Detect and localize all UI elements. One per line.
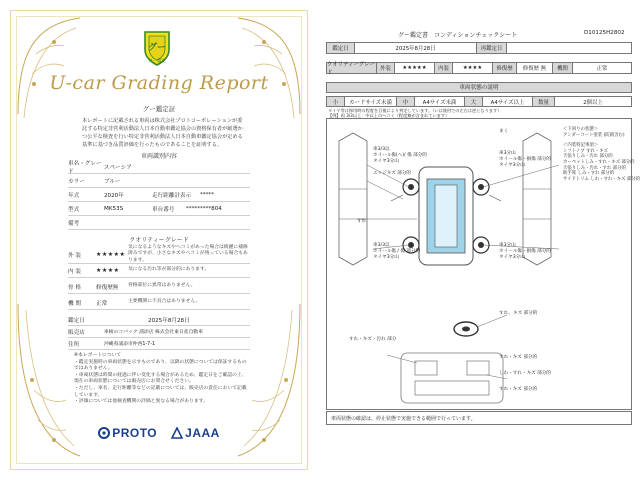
- right-note: ＜内装特記事項＞: [563, 143, 599, 149]
- condition-band: 車両状態の説明: [326, 82, 632, 93]
- right-note: 助手席 しみ・すれ 部分的: [563, 171, 615, 177]
- interior-grade-row: [68, 264, 250, 278]
- size-large-label: 大: [465, 97, 483, 106]
- sheet-ext-value: ★★★★★: [395, 63, 435, 73]
- appraisal-date-grid: [326, 42, 632, 54]
- vehicle-color-row: [68, 174, 250, 188]
- right-notes-column: [563, 127, 640, 182]
- damage-size-legend: [326, 96, 632, 107]
- vehicle-model-label: 型式: [68, 206, 80, 213]
- appraisal-date-row: [68, 314, 250, 326]
- vehicle-diagram-panel: [326, 118, 640, 410]
- label-rear-left-tire-tread: 車3/3以: [373, 243, 390, 248]
- jaaa-mark-icon: [171, 427, 183, 439]
- jaaa-logo-text: JAAA: [185, 426, 220, 440]
- label-left-rub: すれ: [357, 219, 367, 224]
- note-item: ・ただし、車名、走行距離等などの記載については、販売店の責任において記載しています。: [74, 385, 247, 398]
- legend-line-1: タイヤ等は採用時の程度を目視により判定しています。（いは使用での左右は逆となります）: [328, 108, 502, 113]
- quality-grade-grid: [326, 62, 632, 74]
- appraisal-date-label: 鑑定日: [68, 317, 85, 324]
- size-medium-label: 中: [397, 97, 415, 106]
- size-large-desc: A4サイズ以上: [483, 97, 533, 106]
- certificate-subtitle: グー鑑定証: [142, 105, 176, 113]
- label-front-left-tire: タイヤ3分山: [373, 159, 399, 164]
- label-front-right-tire-tread: 車3分山: [499, 151, 516, 156]
- label-rear-left-tire: タイヤ3分山: [373, 255, 399, 260]
- quantity-desc: 2個以上: [583, 99, 603, 106]
- sheet-repair-value: 修復歴 無: [517, 63, 553, 73]
- certificate-title: U-car Grading Report: [49, 72, 269, 94]
- engine-value: 正常: [96, 300, 108, 307]
- certificate-notes: [74, 353, 249, 406]
- vehicle-section-heading: 車両識別内容: [140, 153, 177, 160]
- sheet-int-value: ★★★★: [453, 63, 493, 73]
- vehicle-model-row: [68, 202, 250, 216]
- jaaa-logo: [171, 426, 220, 440]
- store-label: 販売店: [68, 329, 85, 336]
- vehicle-year-row: [68, 188, 250, 202]
- vehicle-year-value: 2020年: [104, 192, 124, 199]
- store-value: 車検のコバック 浦添店 株式会社東日産自動車: [104, 330, 203, 335]
- vehicle-year-label: 年式: [68, 192, 80, 199]
- label-front-seat-dirt: すれ・キズ・汚れ 部分: [349, 337, 397, 342]
- frame-label: 骨 格: [68, 284, 81, 291]
- grading-certificate: [0, 0, 318, 480]
- interior-stars: ★★★★: [96, 267, 120, 274]
- notes-title: ※本レポートについて: [74, 353, 122, 358]
- right-note: 天張りしみ・汚れ・すれ 部分的: [563, 165, 626, 171]
- legend-line-2: 【例】両 3/3以上：中以上のヘコミ（程度無が含まれています）: [328, 113, 450, 118]
- label-front-top: まく: [499, 129, 509, 134]
- engine-label: 機 関: [68, 300, 81, 307]
- sheet-repair-label: 修復歴: [493, 63, 517, 73]
- sheet-ext-label: 外装: [377, 63, 395, 73]
- right-note: ＜下回りの状態＞: [563, 127, 599, 132]
- vehicle-remarks-row: [68, 216, 250, 230]
- appraisal-date-value: 2025年8月28日: [148, 317, 190, 324]
- label-rear-right-tire: タイヤ3分山: [499, 255, 525, 260]
- sheet-date-value: 2025年8月28日: [355, 43, 477, 53]
- size-small-label: 小: [327, 97, 345, 106]
- address-row: [68, 338, 250, 350]
- svg-text:グー: グー: [147, 43, 167, 53]
- right-note: 天張りしみ・汚れ 部分的: [563, 154, 613, 160]
- right-note: アンダーコート塗装 (防錆含む): [563, 132, 625, 138]
- vehicle-model-value: MK53S: [104, 205, 124, 212]
- label-dash-scratch: すれ、キズ 部分的: [499, 311, 538, 316]
- vehicle-mileage-label: 走行距離計表示: [152, 192, 192, 199]
- right-note: シフトノブ すれ・キズ: [563, 148, 608, 154]
- exterior-note: 気になるようなキズやヘコミがあった場合は綺麗に補修済みですが、小さなキズやヘコミが残っている場合もあります。: [128, 244, 248, 263]
- exterior-stars: ★★★★★: [96, 251, 126, 258]
- exterior-grade-row: [68, 246, 250, 264]
- frame-grade-row: [68, 280, 250, 294]
- proto-mark-icon: [98, 427, 110, 439]
- sheet-int-label: 内装: [435, 63, 453, 73]
- label-front-right-wheel: ホイール傷・損傷 部分的: [499, 157, 551, 162]
- quantity-label: 数量: [533, 97, 555, 106]
- exterior-label: 外 装: [68, 252, 81, 259]
- condition-check-sheet: [318, 0, 640, 480]
- vehicle-name-value: スペーシア: [104, 164, 132, 171]
- interior-label: 内 装: [68, 268, 81, 275]
- vehicle-mileage-value: *****: [200, 191, 214, 198]
- label-front-left-tire-tread: 車3/3以: [373, 147, 390, 152]
- sheet-reissue-value: [507, 43, 631, 53]
- engine-note: 主要機関に不具合はありません。: [128, 299, 201, 305]
- sheet-engine-value: 正常: [596, 66, 608, 72]
- label-rear-right-tire-tread: 車3分山: [499, 243, 516, 248]
- sheet-footer: 車両状態の確認は、停止状態で実施できる範囲で行っています。: [326, 411, 632, 425]
- quality-section-heading: クオリティーグレード: [129, 237, 189, 244]
- certificate-logos: [0, 426, 318, 440]
- engine-grade-row: [68, 296, 250, 310]
- sheet-code: D10125H2802: [584, 30, 625, 36]
- certificate-paragraph: 本レポートに記載される車両は株式会社プロトコーポレーションが委託する特定非営利活動法人日本自動車鑑定協会の資格保有者が厳選かつ公平な検査を行い特定非営利活動法人日本自動車鑑定協会が定める基準に基づき品質評価を行ったものであることを証明する。: [82, 118, 243, 148]
- label-rear-left-wheel: ホイール傷 / 傷 部分的: [373, 249, 421, 254]
- note-item: ・車両状態は時間の経過に伴い変化する場合があるため、鑑定日をご確認の上、現在の車両状態については販売店にお問合せください。: [74, 372, 247, 385]
- note-item: ・鑑定実施時の車両状態を示すものであり、以降の状態については保証するものではありません。: [74, 359, 247, 372]
- vehicle-name-label: 車名・グレード: [68, 160, 102, 175]
- label-left-edge-scratch: エッジキズ 部分的: [373, 171, 412, 176]
- size-small-desc: カードサイズ未満: [345, 97, 397, 106]
- right-note: サイドトリム しわ・すれ・キズ 部分的: [563, 176, 640, 182]
- interior-note: 気になる汚れ等が部分的にあります。: [128, 267, 210, 273]
- vehicle-chassis-value: *********804: [186, 205, 222, 212]
- vehicle-color-label: カラー: [68, 178, 85, 185]
- proto-logo: [98, 426, 157, 440]
- vehicle-color-value: ブルー: [104, 178, 121, 185]
- size-medium-desc: A4サイズ未満: [415, 97, 465, 106]
- sheet-title: グー鑑定書 コンディションチェックシート: [398, 32, 518, 39]
- right-note: カーペットしみ・すれ・キズ 部分的: [563, 159, 635, 165]
- sheet-date-label: 鑑定日: [327, 43, 355, 53]
- vehicle-remarks-label: 備考: [68, 220, 80, 227]
- sheet-engine-label: 機関: [553, 63, 573, 73]
- note-item: ・評価については他検査機関の評価と異なる場合があります。: [74, 399, 208, 405]
- sheet-quality-label: クオリティーグレード: [327, 63, 377, 73]
- label-front-left-wheel: ホイール傷(ヘ)/ 傷 部分的: [373, 153, 427, 158]
- label-trunk-scratch: すれ・キズ 部分的: [499, 387, 538, 392]
- frame-value: 修復歴無: [96, 284, 119, 291]
- sheet-reissue-label: 再鑑定日: [477, 43, 507, 53]
- proto-logo-text: PROTO: [112, 426, 158, 440]
- badge-label: グー鑑定: [148, 59, 166, 64]
- address-label: 住所: [68, 341, 80, 348]
- frame-note: 骨格部位に異常はありません。: [128, 283, 196, 289]
- address-value: 沖縄県浦添市仲西1-7-1: [104, 342, 155, 347]
- label-front-right-tire: タイヤ3分山: [499, 163, 525, 168]
- label-rear-right-wheel: ホイール傷・損傷 部分的: [499, 249, 551, 254]
- vehicle-chassis-label: 車台番号: [152, 206, 175, 213]
- store-row: [68, 326, 250, 338]
- vehicle-name-row: [68, 160, 250, 174]
- label-rear-seat-wrinkle: しわ・すれ・キズ 部分的: [499, 371, 551, 376]
- label-passenger-scratch: すれ・キズ 部分的: [499, 355, 538, 360]
